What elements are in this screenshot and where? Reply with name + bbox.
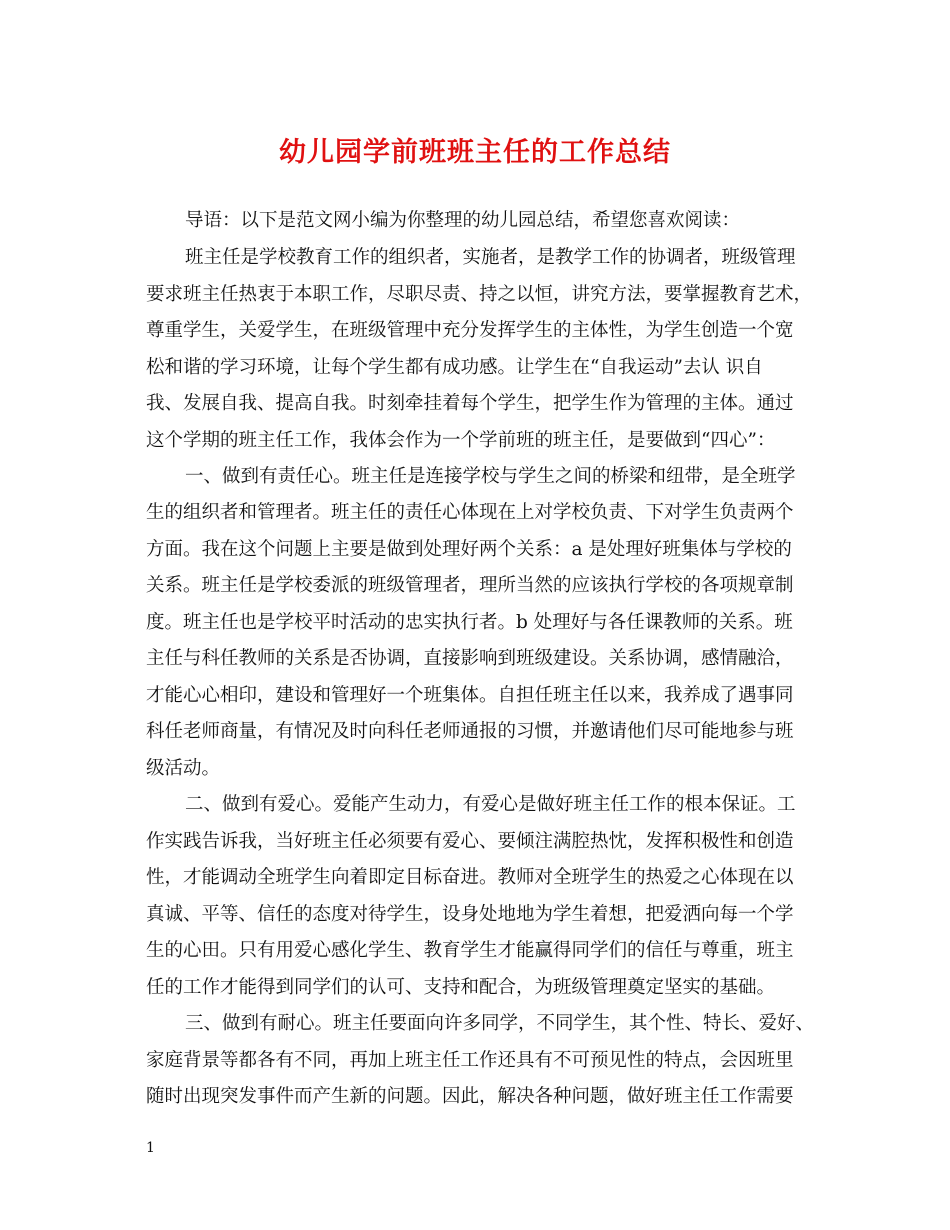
intro-line: 导语：以下是范文网小编为你整理的幼儿园总结，希望您喜欢阅读： (185, 210, 741, 231)
paragraph-line: 班主任是学校教育工作的组织者，实施者，是教学工作的协调者，班级管理 (185, 247, 796, 268)
paragraph-line: 松和谐的学习环境，让每个学生都有成功感。让学生在“自我运动”去认 识自 (146, 357, 763, 378)
paragraph-line: 生的组织者和管理者。班主任的责任心体现在上对学校负责、下对学生负责两个 (146, 502, 794, 523)
paragraph-line: 度。班主任也是学校平时活动的忠实执行者。b 处理好与各任课教师的关系。班 (146, 612, 793, 633)
paragraph-line: 要求班主任热衷于本职工作，尽职尽责、持之以恒，讲究方法，要掌握教育艺术， (146, 284, 813, 305)
paragraph-line: 三、做到有耐心。班主任要面向许多同学，不同学生，其个性、特长、爱好、 (185, 1013, 815, 1034)
paragraph-line: 才能心心相印，建设和管理好一个班集体。自担任班主任以来，我养成了遇事同 (146, 685, 794, 706)
paragraph-line: 我、发展自我、提高自我。时刻牵挂着每个学生，把学生作为管理的主体。通过 (146, 393, 794, 414)
paragraph-line: 生的心田。只有用爱心感化学生、教育学生才能赢得同学们的信任与尊重，班主 (146, 940, 794, 961)
paragraph-line: 作实践告诉我，当好班主任必须要有爱心、要倾注满腔热忱，发挥积极性和创造 (146, 831, 794, 852)
paragraph-line: 一、做到有责任心。班主任是连接学校与学生之间的桥梁和纽带，是全班学 (185, 466, 796, 487)
paragraph-line: 这个学期的班主任工作，我体会作为一个学前班的班主任，是要做到“四心”： (146, 430, 776, 451)
paragraph-line: 真诚、平等、信任的态度对待学生，设身处地地为学生着想，把爱洒向每一个学 (146, 904, 794, 925)
paragraph-line: 随时出现突发事件而产生新的问题。因此，解决各种问题，做好班主任工作需要 (146, 1086, 794, 1107)
paragraph-line: 关系。班主任是学校委派的班级管理者，理所当然的应该执行学校的各项规章制 (146, 575, 794, 596)
paragraph-line: 任的工作才能得到同学们的认可、支持和配合，为班级管理奠定坚实的基础。 (146, 977, 776, 998)
paragraph-line: 方面。我在这个问题上主要是做到处理好两个关系：a 是处理好班集体与学校的 (146, 539, 792, 560)
paragraph-line: 二、做到有爱心。爱能产生动力，有爱心是做好班主任工作的根本保证。工 (185, 794, 796, 815)
paragraph-line: 家庭背景等都各有不同，再加上班主任工作还具有不可预见性的特点，会因班里 (146, 1050, 794, 1071)
paragraph-line: 性，才能调动全班学生向着即定目标奋进。教师对全班学生的热爱之心体现在以 (146, 867, 794, 888)
paragraph-line: 级活动。 (146, 758, 221, 779)
page-number: 1 (146, 1140, 155, 1156)
paragraph-line: 科任老师商量，有情况及时向科任老师通报的习惯，并邀请他们尽可能地参与班 (146, 721, 794, 742)
document-title: 幼儿园学前班班主任的工作总结 (279, 137, 671, 168)
paragraph-line: 尊重学生，关爱学生，在班级管理中充分发挥学生的主体性，为学生创造一个宽 (146, 320, 794, 341)
paragraph-line: 主任与科任教师的关系是否协调，直接影响到班级建设。关系协调，感情融洽， (146, 648, 794, 669)
